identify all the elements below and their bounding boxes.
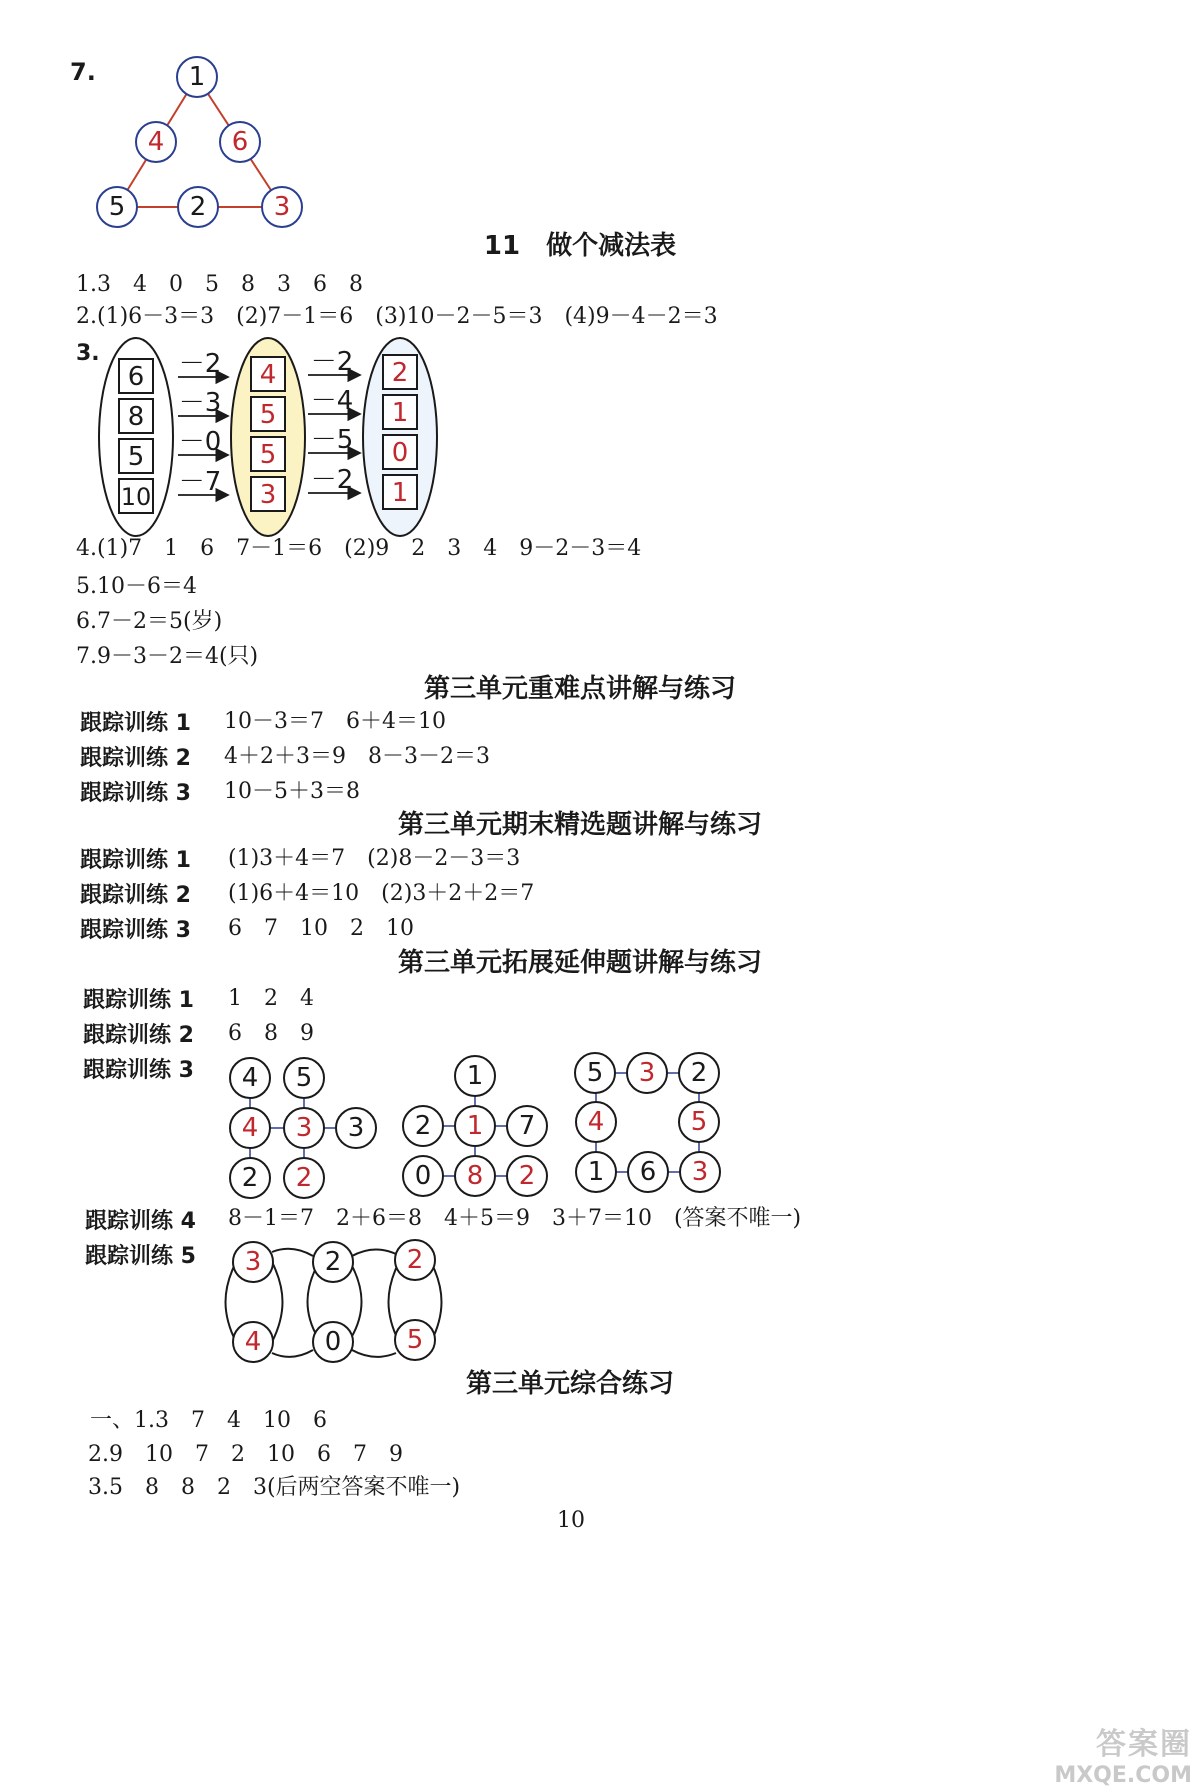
op2-2: －5: [310, 425, 354, 455]
pa-6: 2: [295, 1163, 313, 1193]
pa-4: 3: [347, 1113, 365, 1143]
tri-node-right: 6: [231, 127, 249, 157]
pd-5: 5: [406, 1325, 424, 1355]
pb-1: 2: [414, 1111, 432, 1141]
s11-line4: 4.(1)7 1 6 7－1＝6 (2)9 2 3 4 9－2－3＝4: [76, 536, 642, 561]
pb-3: 7: [518, 1111, 536, 1141]
pc-1: 3: [638, 1058, 656, 1088]
col1-2: 5: [127, 442, 145, 472]
a-r3-label: 跟踪训练 3: [80, 781, 191, 806]
s11-line2: 2.(1)6－3＝3 (2)7－1＝6 (3)10－2－5＝3 (4)9－4－2＝3: [76, 304, 718, 329]
op2-3: －2: [310, 465, 354, 495]
s11-line1: 1.3 4 0 5 8 3 6 8: [76, 272, 363, 297]
col2-3: 3: [259, 480, 277, 510]
op1-2: －0: [178, 427, 222, 457]
col3-1: 1: [391, 398, 409, 428]
tri-node-bm: 2: [189, 192, 207, 222]
pc-0: 5: [586, 1058, 604, 1088]
pb-6: 2: [518, 1161, 536, 1191]
pc-6: 6: [639, 1157, 657, 1187]
col2-1: 5: [259, 400, 277, 430]
c-r5-label: 跟踪训练 5: [85, 1244, 196, 1269]
watermark-line1: 答案圈: [1096, 1727, 1192, 1762]
pc-5: 1: [587, 1157, 605, 1187]
pc-7: 3: [691, 1157, 709, 1187]
page-number: 10: [557, 1508, 585, 1533]
col2-0: 4: [259, 360, 277, 390]
tri-node-br: 3: [273, 192, 291, 222]
s11-line3-label: 3.: [76, 341, 100, 366]
a-r2-label: 跟踪训练 2: [80, 746, 191, 771]
section-a-title: 第三单元重难点讲解与练习: [423, 674, 736, 704]
c-r4-text: 8－1＝7 2＋6＝8 4＋5＝9 3＋7＝10 (答案不唯一): [228, 1206, 802, 1231]
pa-3: 3: [295, 1113, 313, 1143]
b-r2-label: 跟踪训练 2: [80, 883, 191, 908]
a-r2-text: 4＋2＋3＝9 8－3－2＝3: [224, 744, 490, 769]
col3-0: 2: [391, 358, 409, 388]
pb-5: 8: [466, 1161, 484, 1191]
pc-3: 4: [587, 1107, 605, 1137]
op1-1: －3: [178, 388, 222, 418]
b-r3-text: 6 7 10 2 10: [228, 916, 414, 941]
col2-2: 5: [259, 440, 277, 470]
c-r3-label: 跟踪训练 3: [83, 1058, 194, 1083]
op2-1: －4: [310, 386, 354, 416]
pa-5: 2: [241, 1163, 259, 1193]
op1-0: －2: [178, 349, 222, 379]
b-r3-label: 跟踪训练 3: [80, 918, 191, 943]
col1-1: 8: [127, 402, 145, 432]
a-r1-text: 10－3＝7 6＋4＝10: [224, 709, 446, 734]
section-b-title: 第三单元期末精选题讲解与练习: [397, 810, 762, 840]
a-r1-label: 跟踪训练 1: [80, 711, 191, 736]
pd-0: 3: [244, 1247, 262, 1277]
d-line1: 一、1.3 7 4 10 6: [90, 1408, 327, 1433]
c-r2-label: 跟踪训练 2: [83, 1023, 194, 1048]
s11-line5: 5.10－6＝4: [76, 574, 197, 599]
pd-2: 2: [406, 1245, 424, 1275]
pc-2: 2: [690, 1058, 708, 1088]
c-r1-text: 1 2 4: [228, 986, 314, 1011]
s11-line6: 6.7－2＝5(岁): [76, 609, 223, 634]
pd-3: 4: [244, 1327, 262, 1357]
c-r4-label: 跟踪训练 4: [85, 1209, 196, 1234]
tri-node-bl: 5: [108, 192, 126, 222]
pd-1: 2: [324, 1247, 342, 1277]
tri-node-left: 4: [147, 127, 165, 157]
col3-3: 1: [391, 478, 409, 508]
b-r1-text: (1)3＋4＝7 (2)8－2－3＝3: [228, 846, 521, 871]
a-r3-text: 10－5＋3＝8: [224, 779, 360, 804]
pc-4: 5: [690, 1107, 708, 1137]
d-line3: 3.5 8 8 2 3(后两空答案不唯一): [88, 1475, 461, 1500]
watermark-line2: MXQE.COM: [1054, 1763, 1192, 1788]
q7-label: 7.: [70, 58, 96, 86]
d-line2: 2.9 10 7 2 10 6 7 9: [88, 1442, 403, 1467]
pa-1: 5: [295, 1063, 313, 1093]
c-r2-text: 6 8 9: [228, 1021, 314, 1046]
pa-0: 4: [241, 1063, 259, 1093]
watermark: [1054, 1719, 1192, 1788]
pd-4: 0: [324, 1327, 342, 1357]
op1-3: －7: [178, 467, 222, 497]
col3-2: 0: [391, 438, 409, 468]
pb-2: 1: [466, 1111, 484, 1141]
col1-0: 6: [127, 362, 145, 392]
tri-node-top: 1: [188, 62, 206, 92]
col1-3: 10: [120, 483, 152, 511]
c-r1-label: 跟踪训练 1: [83, 988, 194, 1013]
b-r2-text: (1)6＋4＝10 (2)3＋2＋2＝7: [228, 881, 535, 906]
s11-line7: 7.9－3－2＝4(只): [76, 644, 259, 669]
pa-2: 4: [241, 1113, 259, 1143]
b-r1-label: 跟踪训练 1: [80, 848, 191, 873]
pb-4: 0: [414, 1161, 432, 1191]
pb-0: 1: [466, 1061, 484, 1091]
op2-0: －2: [310, 347, 354, 377]
two-rings-diagram: [0, 0, 460, 1380]
section-c-title: 第三单元拓展延伸题讲解与练习: [397, 948, 762, 978]
section-11-title: 11 做个减法表: [483, 231, 677, 261]
section-d-title: 第三单元综合练习: [465, 1369, 674, 1399]
